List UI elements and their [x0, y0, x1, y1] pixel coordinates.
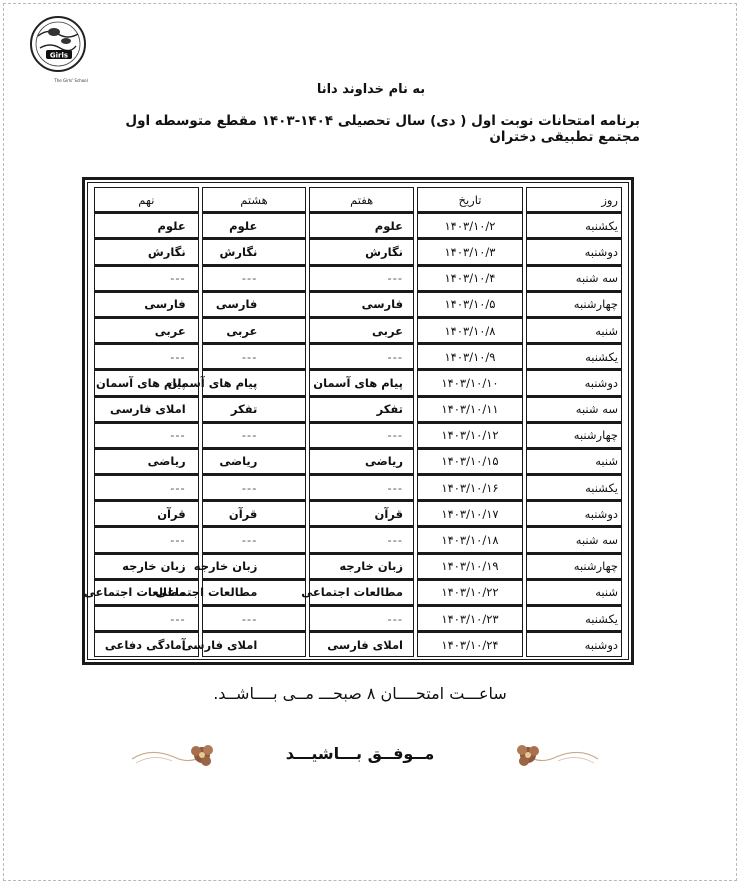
table-row [94, 317, 622, 343]
cell-grade7: ریاضی [309, 448, 414, 474]
cell-grade8: زبان خارجه [202, 553, 307, 579]
col-header-grade9: نهم [94, 187, 199, 212]
cell-grade8: علوم [202, 212, 307, 238]
cell-date: ۱۴۰۳/۱۰/۲۳ [417, 605, 523, 631]
cell-grade8: قرآن [202, 500, 307, 526]
table-row [94, 238, 622, 264]
cell-grade8: --- [202, 265, 307, 291]
cell-date: ۱۴۰۳/۱۰/۱۸ [417, 526, 523, 552]
logo-caption: The Girls' School [54, 78, 88, 83]
cell-grade7: --- [309, 474, 414, 500]
table-row [94, 631, 622, 657]
heading-bismillah: به نام خداوند دانا [316, 82, 426, 97]
cell-grade9: آمادگی دفاعی [94, 631, 199, 657]
col-header-date: تاریخ [417, 187, 523, 212]
cell-day: شنبه [526, 448, 622, 474]
flower-ornament-icon [130, 739, 222, 775]
cell-grade9: املای فارسی [94, 396, 199, 422]
cell-date: ۱۴۰۳/۱۰/۱۶ [417, 474, 523, 500]
cell-date: ۱۴۰۳/۱۰/۸ [417, 317, 523, 343]
cell-grade8: تفکر [202, 396, 307, 422]
cell-day: یکشنبه [526, 212, 622, 238]
cell-grade9: ریاضی [94, 448, 199, 474]
cell-day: سه شنبه [526, 265, 622, 291]
table-row [94, 500, 622, 526]
cell-date: ۱۴۰۳/۱۰/۴ [417, 265, 523, 291]
cell-day: چهارشنبه [526, 291, 622, 317]
cell-grade8: مطالعات اجتماعی [202, 579, 307, 605]
schedule-frame [82, 177, 634, 665]
cell-grade7: --- [309, 605, 414, 631]
cell-date: ۱۴۰۳/۱۰/۵ [417, 291, 523, 317]
logo-label: Girls [49, 51, 69, 60]
cell-date: ۱۴۰۳/۱۰/۱۰ [417, 369, 523, 395]
cell-grade7: زبان خارجه [309, 553, 414, 579]
cell-day: یکشنبه [526, 605, 622, 631]
col-header-grade7: هفتم [309, 187, 414, 212]
exam-schedule-table [83, 187, 625, 657]
col-header-day: روز [526, 187, 622, 212]
cell-grade8: --- [202, 605, 307, 631]
cell-day: دوشنبه [526, 369, 622, 395]
cell-grade9: --- [94, 343, 199, 369]
cell-grade7: نگارش [309, 238, 414, 264]
cell-date: ۱۴۰۳/۱۰/۲ [417, 212, 523, 238]
cell-grade9: فارسی [94, 291, 199, 317]
cell-grade9: --- [94, 526, 199, 552]
cell-grade7: مطالعات اجتماعی [309, 579, 414, 605]
cell-day: دوشنبه [526, 238, 622, 264]
cell-day: چهارشنبه [526, 422, 622, 448]
cell-grade7: --- [309, 422, 414, 448]
cell-grade7: تفکر [309, 396, 414, 422]
school-logo [16, 14, 94, 86]
table-row [94, 448, 622, 474]
cell-grade8: عربی [202, 317, 307, 343]
cell-date: ۱۴۰۳/۱۰/۱۷ [417, 500, 523, 526]
cell-date: ۱۴۰۳/۱۰/۳ [417, 238, 523, 264]
cell-date: ۱۴۰۳/۱۰/۲۴ [417, 631, 523, 657]
table-row [94, 579, 622, 605]
cell-grade9: مطالعات اجتماعی [94, 579, 199, 605]
cell-grade7: علوم [309, 212, 414, 238]
cell-day: سه شنبه [526, 396, 622, 422]
table-row [94, 343, 622, 369]
table-row [94, 553, 622, 579]
flower-ornament-icon [508, 739, 600, 775]
cell-day: شنبه [526, 579, 622, 605]
cell-grade8: پیام های آسمان [202, 369, 307, 395]
cell-grade8: ریاضی [202, 448, 307, 474]
cell-grade9: نگارش [94, 238, 199, 264]
cell-date: ۱۴۰۳/۱۰/۲۲ [417, 579, 523, 605]
table-row [94, 291, 622, 317]
cell-grade8: --- [202, 343, 307, 369]
cell-grade9: --- [94, 265, 199, 291]
cell-day: یکشنبه [526, 343, 622, 369]
cell-grade9: پیام های آسمان [94, 369, 199, 395]
cell-grade7: --- [309, 265, 414, 291]
table-header-row [94, 187, 622, 212]
col-header-grade8: هشتم [202, 187, 307, 212]
cell-date: ۱۴۰۳/۱۰/۹ [417, 343, 523, 369]
cell-grade8: نگارش [202, 238, 307, 264]
table-row [94, 526, 622, 552]
cell-day: دوشنبه [526, 500, 622, 526]
globe-logo-icon [16, 14, 94, 78]
cell-grade7: املای فارسی [309, 631, 414, 657]
cell-date: ۱۴۰۳/۱۰/۱۹ [417, 553, 523, 579]
cell-date: ۱۴۰۳/۱۰/۱۱ [417, 396, 523, 422]
cell-day: یکشنبه [526, 474, 622, 500]
cell-grade7: --- [309, 526, 414, 552]
cell-day: چهارشنبه [526, 553, 622, 579]
table-row [94, 474, 622, 500]
cell-grade9: قرآن [94, 500, 199, 526]
cell-grade8: --- [202, 526, 307, 552]
table-row [94, 265, 622, 291]
cell-day: دوشنبه [526, 631, 622, 657]
cell-grade7: --- [309, 343, 414, 369]
cell-grade8: --- [202, 474, 307, 500]
table-row [94, 422, 622, 448]
cell-grade8: فارسی [202, 291, 307, 317]
cell-grade7: عربی [309, 317, 414, 343]
cell-grade9: زبان خارجه [94, 553, 199, 579]
cell-date: ۱۴۰۳/۱۰/۱۵ [417, 448, 523, 474]
cell-day: شنبه [526, 317, 622, 343]
table-row [94, 369, 622, 395]
table-row [94, 396, 622, 422]
table-row [94, 605, 622, 631]
table-row [94, 212, 622, 238]
cell-grade7: پیام های آسمان [309, 369, 414, 395]
cell-grade8: املای فارسی [202, 631, 307, 657]
exam-time-note: ساعـــت امتحــــان ۸ صبحـــ مــی بــــاشــد. [213, 684, 507, 703]
cell-grade9: --- [94, 605, 199, 631]
cell-grade7: فارسی [309, 291, 414, 317]
closing-message: مــوفــق بـــاشیـــد [285, 744, 435, 763]
cell-date: ۱۴۰۳/۱۰/۱۲ [417, 422, 523, 448]
cell-grade9: علوم [94, 212, 199, 238]
cell-grade8: --- [202, 422, 307, 448]
cell-grade9: عربی [94, 317, 199, 343]
page-title: برنامه امتحانات نوبت اول ( دی) سال تحصیلی ۱۴۰۴-۱۴۰۳ مقطع متوسطه اول مجتمع تطبیقی دختران [125, 113, 640, 145]
cell-day: سه شنبه [526, 526, 622, 552]
cell-grade9: --- [94, 422, 199, 448]
cell-grade7: قرآن [309, 500, 414, 526]
cell-grade9: --- [94, 474, 199, 500]
